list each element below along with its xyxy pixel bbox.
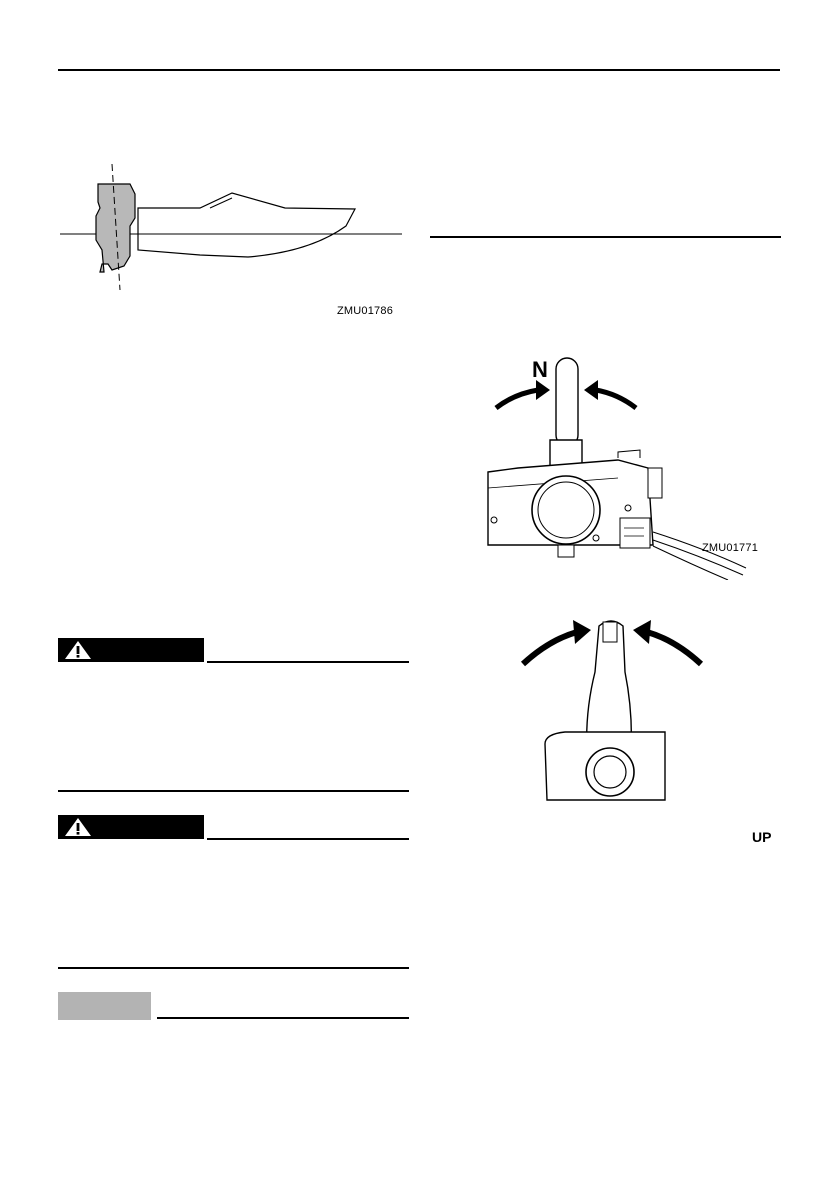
figure-code: ZMU01771 [702, 542, 759, 554]
top-mount-remote-control-illustration [515, 612, 705, 807]
callout-end-rule [58, 790, 409, 792]
top-mount-remote-figure [515, 612, 705, 807]
warning-badge [58, 815, 204, 839]
outboard-boat-trim-illustration [60, 160, 405, 295]
note-badge [58, 992, 151, 1020]
warning-triangle-icon [64, 817, 92, 837]
header-rule [58, 69, 780, 71]
warning-badge [58, 638, 204, 662]
boat-trim-figure [60, 160, 405, 295]
callout-rule [157, 1017, 409, 1019]
callout-end-rule [58, 967, 409, 969]
up-label: UP [752, 829, 772, 845]
callout-rule [207, 661, 409, 663]
callout-rule [207, 838, 409, 840]
neutral-label: N [532, 357, 548, 382]
warning-triangle-icon [64, 640, 92, 660]
figure-code: ZMU01786 [337, 305, 394, 317]
section-rule [430, 236, 781, 238]
